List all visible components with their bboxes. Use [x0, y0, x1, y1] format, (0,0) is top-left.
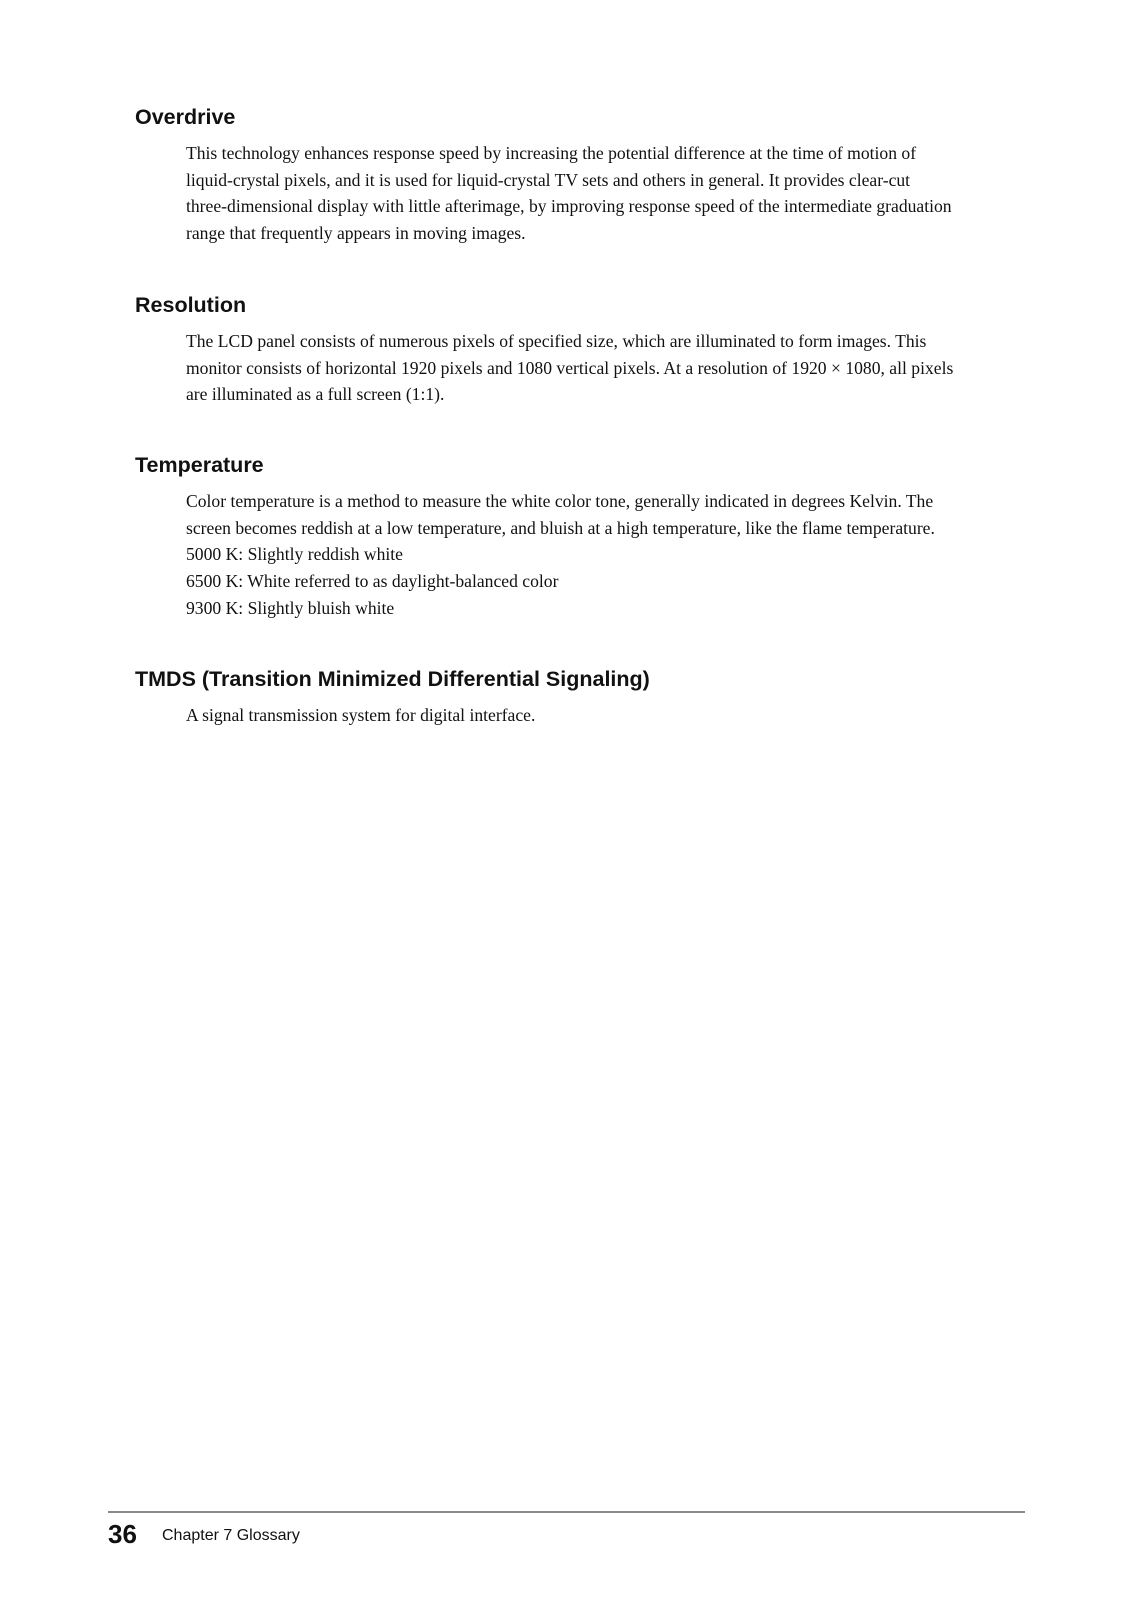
definition-line: This technology enhances response speed by increasing the potential difference at the time of motion of	[186, 143, 917, 163]
term-definition	[186, 702, 1036, 729]
definition-line: Color temperature is a method to measure the white color tone, generally indicated in degrees Kelvin. The	[186, 491, 934, 511]
definition-line: liquid-crystal pixels, and it is used for liquid-crystal TV sets and others in general. It provides clear-cut	[186, 169, 911, 190]
definition-line: A signal transmission system for digital interface.	[186, 705, 536, 725]
definition-line: screen becomes reddish at a low temperature, and bluish at a high temperature, like the flame temperature.	[186, 517, 935, 538]
definition-line: 5000 K: Slightly reddish white	[186, 544, 403, 565]
footer-divider	[108, 1511, 1025, 1513]
definition-line: monitor consists of horizontal 1920 pixels and 1080 vertical pixels. At a resolution of 1920 × 1080, all pixels	[186, 357, 954, 378]
glossary-entry-temperature	[135, 452, 1035, 622]
definition-line: are illuminated as a full screen (1:1).	[186, 384, 445, 405]
definition-line: range that frequently appears in moving images.	[186, 223, 526, 244]
page-number: 36	[108, 1519, 137, 1549]
term-heading: Resolution	[135, 293, 247, 317]
definition-line: three-dimensional display with little afterimage, by improving response speed of the intermediate graduation	[186, 196, 952, 217]
term-heading: Temperature	[135, 453, 264, 477]
term-heading: Overdrive	[135, 105, 236, 129]
glossary-entry-overdrive	[135, 104, 1035, 247]
definition-line: 9300 K: Slightly bluish white	[186, 597, 395, 618]
glossary-entry-tmds	[135, 666, 1035, 729]
definition-line: 6500 K: White referred to as daylight-balanced color	[186, 571, 559, 592]
chapter-label: Chapter 7 Glossary	[162, 1527, 300, 1544]
term-definition	[186, 328, 1036, 408]
glossary-entry-resolution	[135, 292, 1035, 408]
term-definition	[186, 140, 1036, 247]
definition-line: The LCD panel consists of numerous pixels of specified size, which are illuminated to form images. This	[186, 331, 927, 351]
term-definition	[186, 488, 1036, 622]
term-heading: TMDS (Transition Minimized Differential Signaling)	[135, 667, 650, 691]
